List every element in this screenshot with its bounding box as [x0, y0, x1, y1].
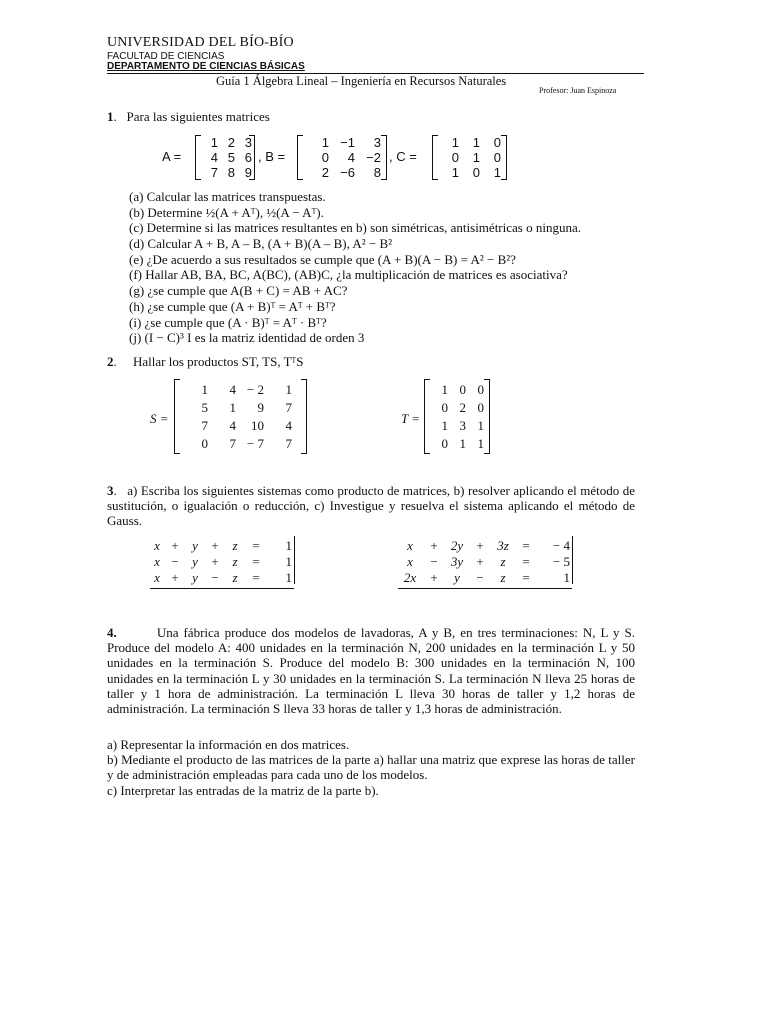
- equation-term: +: [171, 570, 179, 585]
- problem1-item: (g) ¿se cumple que A(B + C) = AB + AC?: [129, 283, 348, 299]
- department-name: DEPARTAMENTO DE CIENCIAS BÁSICAS: [107, 61, 305, 72]
- matrix-cell: 1: [451, 135, 459, 150]
- system-1: [150, 538, 292, 586]
- matrix-cell: 9: [244, 165, 252, 180]
- faculty-name: FACULTAD DE CIENCIAS: [107, 51, 225, 62]
- matrix-cell: 2: [321, 165, 329, 180]
- problem1-item: (b) Determine ½(A + Aᵀ), ½(A − Aᵀ).: [129, 204, 324, 220]
- equation-term: +: [171, 538, 179, 553]
- problem1-item: (d) Calcular A + B, A – B, (A + B)(A – B), A² − B²: [129, 236, 393, 252]
- equation-term: z: [500, 554, 506, 569]
- equation-term: =: [252, 554, 260, 569]
- matrix-c: [432, 135, 507, 180]
- problem4-body: Una fábrica produce dos modelos de lavadoras, A y B, en tres terminaciones: N, L y S. Produce del modelo A: 400 unidades en la terminación N, 200 unidades en la terminación L y 50 unidades en la terminación S. Produce del modelo B: 300 unidades en la terminación N, 100 unidades en la terminación L y 30 unidades en la terminación S. La terminación N lleva 25 horas de taller y 1 hora de administración. La terminación L lleva 30 horas de taller y 1,2 horas de administración. La terminación S lleva 33 horas de taller y 1,3 horas de administración.: [107, 625, 635, 717]
- equation-term: z: [500, 570, 506, 585]
- matrix-row: [180, 399, 292, 417]
- problem1-item: (a) Calcular las matrices transpuestas.: [129, 189, 326, 204]
- equation-term: =: [522, 570, 530, 585]
- problem1-item: (f) Hallar AB, BA, BC, A(BC), (AB)C, ¿la multiplicación de matrices es asociativa?: [129, 267, 568, 283]
- matrix-row: [201, 150, 252, 165]
- equation-term: +: [476, 538, 484, 553]
- matrix-cell: 7: [210, 165, 218, 180]
- matrix-row: [303, 135, 381, 150]
- equation-term: +: [211, 538, 219, 553]
- matrix-cell: 4: [229, 382, 236, 397]
- matrix-row: [430, 417, 484, 435]
- equation-term: − 5: [552, 554, 570, 569]
- matrix-cell: −6: [340, 165, 355, 180]
- problem1-item: (h) ¿se cumple que (A + B)ᵀ = Aᵀ + Bᵀ?: [129, 298, 336, 314]
- equation-term: y: [192, 538, 198, 553]
- equation-term: z: [232, 554, 238, 569]
- matrix-cell: 1: [285, 382, 292, 397]
- problem4-number: 4.: [107, 625, 117, 640]
- matrix-cell: 3: [459, 418, 466, 433]
- equation-term: +: [430, 538, 438, 553]
- matrix-a-label: A =: [162, 149, 182, 164]
- equation-term: 1: [285, 570, 292, 585]
- matrix-row: [201, 135, 252, 150]
- matrix-cell: 1: [472, 135, 480, 150]
- matrix-cell: 0: [493, 135, 501, 150]
- bracket-right: [381, 135, 387, 180]
- matrix-a: [195, 135, 255, 180]
- equation-term: −: [171, 554, 179, 569]
- matrix-cell: 1: [493, 165, 501, 180]
- matrix-row: [438, 150, 501, 165]
- matrix-c-label: , C =: [389, 149, 417, 164]
- equation-term: y: [454, 570, 460, 585]
- problem4-part-c: c) Interpretar las entradas de la matriz de la parte b).: [107, 782, 379, 798]
- matrix-row: [430, 381, 484, 399]
- matrix-cell: 2: [459, 400, 466, 415]
- equation-row: [398, 554, 570, 570]
- problem1-intro: Para las siguientes matrices: [126, 109, 270, 124]
- professor-name: Profesor: Juan Espinoza: [539, 86, 617, 95]
- matrix-row: [180, 435, 292, 453]
- bracket-right: [301, 379, 307, 454]
- bracket-right: [484, 379, 490, 454]
- matrix-b-label: , B =: [258, 149, 286, 164]
- bracket-right: [501, 135, 507, 180]
- matrix-row: [438, 165, 501, 180]
- matrix-cell: 1: [441, 418, 448, 433]
- matrix-cell: 0: [493, 150, 501, 165]
- problem4-text: [107, 625, 635, 716]
- matrix-cell: 4: [210, 150, 218, 165]
- equation-term: x: [154, 538, 160, 553]
- matrix-cell: 1: [441, 382, 448, 397]
- matrix-s-label: S =: [150, 411, 169, 426]
- system-underline: [150, 588, 294, 589]
- matrix-cell: 3: [373, 135, 381, 150]
- equation-row: [150, 554, 292, 570]
- equation-term: x: [407, 554, 413, 569]
- problem1-item: (i) ¿se cumple que (A · B)ᵀ = Aᵀ · Bᵀ?: [129, 314, 327, 330]
- problem1-items: [129, 189, 581, 346]
- problem2-heading: 2. Hallar los productos ST, TS, TᵀS: [107, 354, 304, 369]
- equation-term: =: [252, 538, 260, 553]
- equation-term: −: [430, 554, 438, 569]
- equation-term: −: [211, 570, 219, 585]
- equation-term: +: [430, 570, 438, 585]
- matrix-cell: 2: [227, 135, 235, 150]
- equation-term: − 4: [552, 538, 570, 553]
- problem1-number: 1: [107, 109, 114, 124]
- system-underline: [398, 588, 572, 589]
- university-name: UNIVERSIDAD DEL BÍO-BÍO: [107, 35, 294, 50]
- matrix-row: [438, 135, 501, 150]
- matrix-cell: 1: [201, 382, 208, 397]
- equation-term: z: [232, 538, 238, 553]
- problem1-item: (c) Determine si las matrices resultantes en b) son simétricas, antisimétricas o ninguna.: [129, 220, 581, 236]
- matrix-cell: 4: [347, 150, 355, 165]
- matrix-cell: 1: [210, 135, 218, 150]
- matrix-cell: 3: [244, 135, 252, 150]
- matrix-cell: 5: [227, 150, 235, 165]
- system-2: [398, 538, 570, 586]
- matrix-cell: 1: [472, 150, 480, 165]
- problem2-number: 2: [107, 354, 114, 369]
- matrix-cell: 9: [257, 400, 264, 415]
- matrix-cell: 7: [285, 400, 292, 415]
- matrix-cell: 1: [321, 135, 329, 150]
- equation-row: [150, 538, 292, 554]
- matrix-cell: − 2: [246, 382, 264, 397]
- matrix-row: [201, 165, 252, 180]
- equation-term: =: [522, 554, 530, 569]
- augment-bar: [294, 536, 295, 584]
- matrix-row: [303, 150, 381, 165]
- equation-term: +: [476, 554, 484, 569]
- matrix-cell: 6: [244, 150, 252, 165]
- matrix-cell: −2: [366, 150, 381, 165]
- equation-term: 1: [285, 538, 292, 553]
- matrix-cell: 8: [373, 165, 381, 180]
- matrix-row: [180, 417, 292, 435]
- equation-row: [150, 570, 292, 586]
- matrix-cell: 0: [201, 436, 208, 451]
- matrix-row: [303, 165, 381, 180]
- equation-term: −: [476, 570, 484, 585]
- matrix-s: [174, 379, 307, 454]
- matrix-cell: 7: [229, 436, 236, 451]
- matrix-cell: 7: [285, 436, 292, 451]
- matrix-cell: 7: [201, 418, 208, 433]
- matrix-cell: 0: [441, 400, 448, 415]
- matrix-cell: 8: [227, 165, 235, 180]
- equation-row: [398, 538, 570, 554]
- equation-term: x: [154, 570, 160, 585]
- matrix-cell: 1: [477, 436, 484, 451]
- matrix-cell: 0: [477, 400, 484, 415]
- problem3-text: 3. a) Escriba los siguientes sistemas como producto de matrices, b) resolver aplicando el método de sustitución, o igualación o reducción, c) Investigue y resuelva el sistema aplicando el método de Gauss.: [107, 483, 636, 529]
- problem1-item: (j) (I − C)³ I es la matriz identidad de orden 3: [129, 330, 365, 346]
- matrix-cell: 1: [451, 165, 459, 180]
- equation-term: 3z: [497, 538, 509, 553]
- equation-term: 1: [563, 570, 570, 585]
- equation-term: x: [154, 554, 160, 569]
- problem3-body: a) Escriba los siguientes sistemas como producto de matrices, b) resolver aplicando el método de sustitución, o igualación o reducción, c) Investigue y resuelva el sistema aplicando el método de Gauss.: [107, 483, 636, 529]
- equation-term: =: [522, 538, 530, 553]
- matrix-cell: 1: [477, 418, 484, 433]
- equation-term: 1: [285, 554, 292, 569]
- equation-term: y: [192, 570, 198, 585]
- matrix-cell: 10: [251, 418, 264, 433]
- equation-term: z: [232, 570, 238, 585]
- equation-term: y: [192, 554, 198, 569]
- matrix-cell: 0: [459, 382, 466, 397]
- equation-row: [398, 570, 570, 586]
- equation-term: 2y: [450, 538, 464, 553]
- matrix-cell: 0: [477, 382, 484, 397]
- equation-term: 3y: [450, 554, 464, 569]
- equation-term: x: [407, 538, 413, 553]
- problem4-part-b: b) Mediante el producto de las matrices de la parte a) hallar una matriz que exprese las horas de taller y de administración empleadas para cada uno de los modelos.: [107, 752, 635, 783]
- matrix-row: [430, 399, 484, 417]
- equation-term: +: [211, 554, 219, 569]
- matrix-cell: 4: [229, 418, 236, 433]
- matrix-cell: 0: [472, 165, 480, 180]
- augment-bar: [572, 536, 573, 584]
- problem4-part-a: a) Representar la información en dos matrices.: [107, 737, 350, 752]
- problem1-item: (e) ¿De acuerdo a sus resultados se cumple que (A + B)(A − B) = A² − B²?: [129, 251, 516, 267]
- matrix-cell: 0: [441, 436, 448, 451]
- matrix-cell: 1: [229, 400, 236, 415]
- matrix-cell: − 7: [246, 436, 264, 451]
- matrix-t: [424, 379, 490, 454]
- matrix-row: [430, 435, 484, 453]
- equation-term: =: [252, 570, 260, 585]
- matrix-cell: 5: [201, 400, 208, 415]
- matrix-row: [180, 381, 292, 399]
- matrix-cell: 1: [459, 436, 466, 451]
- problem3-number: 3: [107, 483, 114, 498]
- equation-term: 2x: [403, 570, 417, 585]
- matrix-cell: 0: [451, 150, 459, 165]
- matrix-b: [297, 135, 387, 180]
- problem2-intro: Hallar los productos ST, TS, TᵀS: [133, 354, 304, 369]
- problem1-heading: 1. Para las siguientes matrices: [107, 109, 270, 124]
- matrix-cell: 0: [321, 150, 329, 165]
- guide-title: Guía 1 Álgebra Lineal – Ingeniería en Recursos Naturales: [216, 74, 507, 88]
- matrix-cell: 4: [285, 418, 292, 433]
- matrix-cell: −1: [340, 135, 355, 150]
- problem4-parts: [107, 737, 635, 798]
- matrix-t-label: T =: [401, 411, 421, 426]
